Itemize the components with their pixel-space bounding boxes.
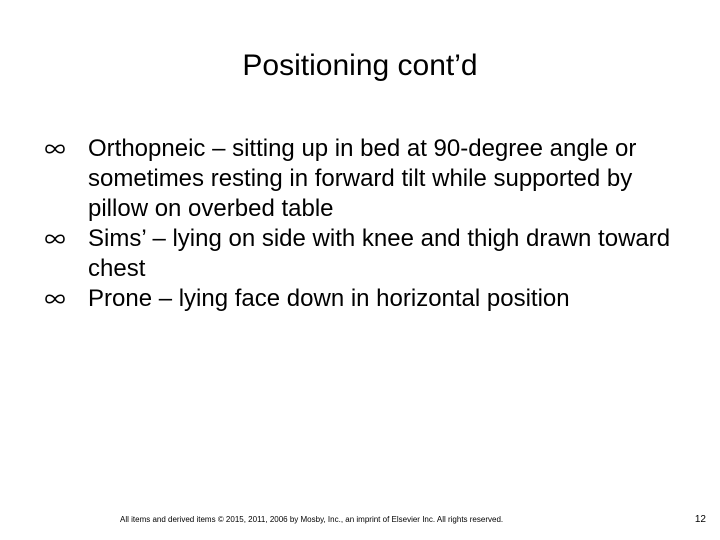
infinity-bullet-icon [44, 142, 66, 156]
page-number: 12 [694, 514, 706, 525]
bullet-list [44, 134, 684, 314]
infinity-bullet-icon [44, 292, 66, 306]
copyright-notice: All items and derived items © 2015, 2011, 2006 by Mosby, Inc., an imprint of Elsevier Inc. All rights reserved. [120, 515, 504, 524]
bullet-item-orthopneic [44, 134, 684, 224]
bullet-item-sims [44, 224, 684, 284]
slide-footer [0, 512, 720, 528]
slide-title: Positioning cont’d [242, 49, 478, 82]
bullet-item-prone [44, 284, 684, 314]
bullet-text: Orthopneic – sitting up in bed at 90-degree angle or sometimes resting in forward tilt while supported by pillow on overbed table [88, 135, 637, 222]
infinity-bullet-icon [44, 232, 66, 246]
bullet-text: Prone – lying face down in horizontal position [88, 285, 570, 312]
bullet-text: Sims’ – lying on side with knee and thigh drawn toward chest [88, 225, 671, 282]
